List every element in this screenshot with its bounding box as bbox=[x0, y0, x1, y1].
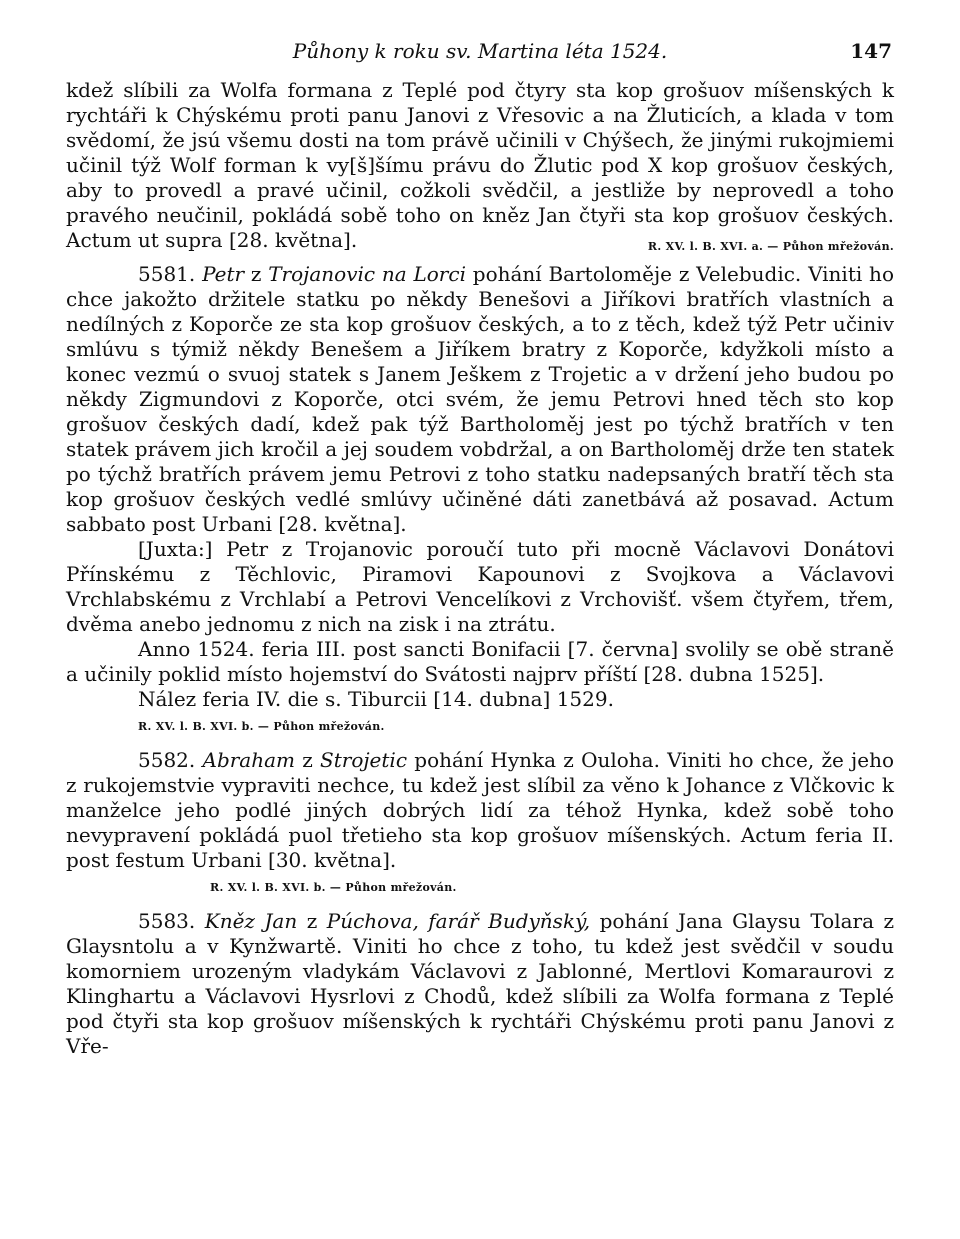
name-connector: z bbox=[306, 909, 318, 933]
verdict-paragraph bbox=[66, 687, 894, 739]
name-connector: z bbox=[302, 748, 313, 772]
entry-text: pohání Bartoloměje z Velebudic. Viniti ho chce jakožto držitele statku po někdy Benešovi a Jiříkovi bratřích vlastních a nedílných z Koporče ze sta kop grošuov českých, a to z těch, kdež týž Petr učiniv smlúvu s týmiž někdy Benešem a Jiříkem bratry z Koporče, kdyžkoli místo a konec vezmú o svuoj statek s Janem Ješkem z Trojetic a v držení jeho budou po někdy Zigmundovi z Koporče, otci svém, že jemu Petrovi hned těch sto kop grošuov českých dadí, kdež pak týž Bartholoměj jest po týchž bratřích v ten statek právem jich kročil a jej soudem vobdržal, a on Bartholoměj drže ten statek po týchž bratřích právem jemu Petrovi z toho statku nadepsaných bratří těch sta kop grošuov českých vedlé smlúvy učiněné dáti zanetbává až posavad. Actum sabbato post Urbani [28. května]. bbox=[66, 262, 894, 536]
entry-number: 5583. bbox=[138, 909, 196, 933]
plaintiff-seat: Trojanovic na Lorci bbox=[268, 262, 466, 286]
settlement-paragraph bbox=[66, 637, 894, 687]
juxta-paragraph bbox=[66, 537, 894, 637]
archival-signature: R. XV. l. B. XVI. a. — Půhon mřežován. bbox=[647, 240, 894, 253]
archival-signature: R. XV. l. B. XVI. b. — Půhon mřežován. bbox=[138, 720, 385, 733]
plaintiff-seat: Strojetic bbox=[320, 748, 408, 772]
paragraph-text: Nález feria IV. die s. Tiburcii [14. dubna] 1529. bbox=[138, 687, 614, 711]
archival-signature: R. XV. l. B. XVI. b. — Půhon mřežován. bbox=[210, 881, 457, 894]
entry-5583 bbox=[66, 909, 894, 1059]
entry-5582 bbox=[66, 748, 894, 900]
paragraph-text: [Juxta:] Petr z Trojanovic poroučí tuto při mocně Václavovi Donátovi Přínskému z Těchlovic, Piramovi Kapounovi z Svojkova a Václavovi Vrchlabskému z Vrchlabí a Petrovi Vencelíkovi z Vrchovišť. všem čtyřem, třem, dvěma anebo jednomu z nich na zisk i na ztrátu. bbox=[66, 537, 894, 636]
page-number: 147 bbox=[850, 39, 892, 63]
page-header bbox=[66, 38, 894, 68]
paragraph-text: Anno 1524. feria III. post sancti Bonifacii [7. června] svolily se obě straně a učinily poklid místo hojemství do Svátosti najprv příští [28. dubna 1525]. bbox=[66, 637, 894, 686]
plaintiff-name: Kněz Jan bbox=[204, 909, 298, 933]
entry-text: pohání Jana Glaysu Tolara z Glaysntolu a v Kynžwartě. Viniti ho chce z toho, tu kdež jest svědčil v soudu komorniem urozeným vladykám Václavovi z Jablonné, Mertlovi Komaraurovi z Klinghartu a Václavovi Hysrlovi z Chodů, kdež slíbili za Wolfa formana z Teplé pod čtyři sta kop grošuov míšenských k rychtáři Chýskému proti panu Janovi z Vře- bbox=[66, 909, 895, 1058]
entry-number: 5581. bbox=[138, 262, 196, 286]
running-title: Půhony k roku sv. Martina léta 1524. bbox=[292, 39, 668, 63]
body-text bbox=[66, 78, 894, 1059]
plaintiff-name: Abraham bbox=[202, 748, 295, 772]
plaintiff-name: Petr bbox=[202, 262, 245, 286]
entry-5581 bbox=[66, 262, 894, 537]
paragraph-continuation bbox=[66, 78, 894, 253]
entry-number: 5582. bbox=[138, 748, 196, 772]
name-connector: z bbox=[250, 262, 262, 286]
entry-text: pohání Hynka z Ouloha. Viniti ho chce, že jeho z rukojemstvie vypraviti nechce, tu kdež jest slíbil za věno k Johance z Vlčkovic k manželce jeho podlé jiných dobrých lidí za téhož Hynka, kdež sobě toho nevypravení pokládá puol třetieho sta kop grošuov míšenských. Actum feria II. post festum Urbani [30. května]. bbox=[66, 748, 895, 872]
plaintiff-seat: Púchova, farář Budyňský, bbox=[326, 909, 591, 933]
paragraph-text: kdež slíbili za Wolfa formana z Teplé pod čtyry sta kop grošuov míšenských k rychtáři k Chýskému proti panu Janovi z Vřesovic a na Žluticích, a klada v tom svědomí, že jsú všemu dosti na tom právě učinili v Chýšech, že jinými rukojmiemi učinil týž Wolf forman k vy[š]šímu právu do Žlutic pod X kop grošuov českých, aby to provedl a pravé učinil, cožkoli svědčil, a jestliže by neprovedl a toho pravého neučinil, pokládá sobě toho on kněz Jan čtyři sta kop grošuov českých. Actum ut supra [28. května]. bbox=[66, 78, 894, 252]
